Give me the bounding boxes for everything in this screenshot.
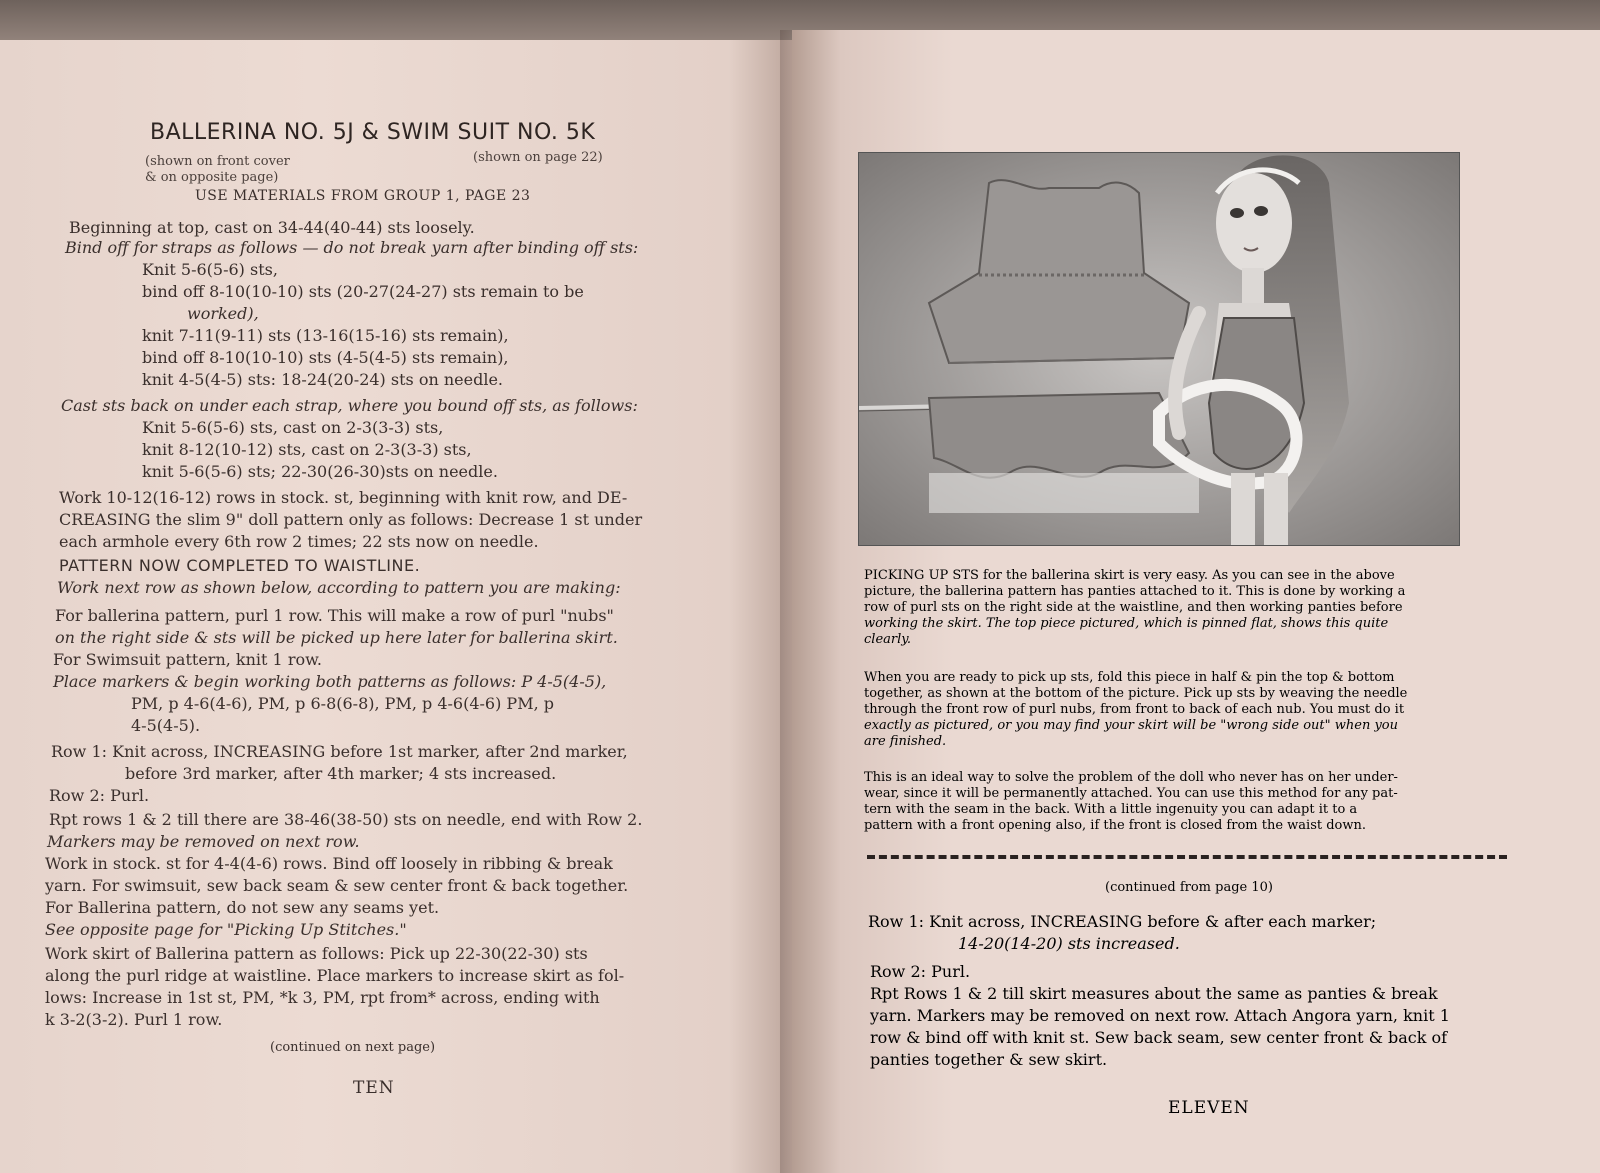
- instruction-line: Row 2: Purl.: [870, 962, 971, 981]
- caption-line: exactly as pictured, or you may find your skirt will be "wrong side out" when you: [864, 718, 1398, 733]
- continued-from-note: (continued from page 10): [1105, 880, 1273, 895]
- instruction-line: Knit 5-6(5-6) sts,: [142, 260, 278, 279]
- instruction-line: Work skirt of Ballerina pattern as follows: Pick up 22-30(22-30) sts: [45, 944, 588, 963]
- instruction-line: k 3-2(3-2). Purl 1 row.: [45, 1010, 223, 1029]
- instruction-line: For ballerina pattern, purl 1 row. This will make a row of purl "nubs": [55, 606, 614, 625]
- instruction-line: bind off 8-10(10-10) sts (4-5(4-5) sts remain),: [142, 348, 509, 367]
- instruction-line: bind off 8-10(10-10) sts (20-27(24-27) sts remain to be: [142, 282, 584, 301]
- caption-line: PICKING UP STS for the ballerina skirt is very easy. As you can see in the above: [864, 568, 1395, 583]
- instruction-line: Rpt rows 1 & 2 till there are 38-46(38-50) sts on needle, end with Row 2.: [49, 810, 643, 829]
- caption-line: When you are ready to pick up sts, fold this piece in half & pin the top & bottom: [864, 670, 1395, 685]
- caption-line: clearly.: [864, 632, 912, 647]
- instruction-line: Row 1: Knit across, INCREASING before & after each marker;: [868, 912, 1377, 931]
- instruction-line: Markers may be removed on next row.: [47, 832, 360, 851]
- caption-line: tern with the seam in the back. With a little ingenuity you can adapt it to a: [864, 802, 1358, 817]
- instruction-line: panties together & sew skirt.: [870, 1050, 1108, 1069]
- instruction-line: knit 8-12(10-12) sts, cast on 2-3(3-3) sts,: [142, 440, 472, 459]
- instruction-line: Row 1: Knit across, INCREASING before 1st marker, after 2nd marker,: [51, 742, 628, 761]
- caption-line: This is an ideal way to solve the problem of the doll who never has on her under-: [864, 770, 1398, 785]
- caption-line: wear, since it will be permanently attached. You can use this method for any pat-: [864, 786, 1398, 801]
- instruction-line: For Swimsuit pattern, knit 1 row.: [53, 650, 322, 669]
- instruction-line: knit 7-11(9-11) sts (13-16(15-16) sts remain),: [142, 326, 509, 345]
- dashed-divider: [867, 855, 1507, 859]
- materials-note: USE MATERIALS FROM GROUP 1, PAGE 23: [195, 188, 531, 204]
- photo-illustration: [859, 153, 1459, 545]
- pattern-title: BALLERINA NO. 5J & SWIM SUIT NO. 5K: [150, 120, 596, 145]
- caption-line: together, as shown at the bottom of the picture. Pick up sts by weaving the needle: [864, 686, 1408, 701]
- instruction-line: Work next row as shown below, according to pattern you are making:: [57, 578, 621, 597]
- caption-line: are finished.: [864, 734, 947, 749]
- instruction-line: See opposite page for "Picking Up Stitches.": [45, 920, 407, 939]
- instruction-line: knit 4-5(4-5) sts: 18-24(20-24) sts on needle.: [142, 370, 503, 389]
- instruction-line: each armhole every 6th row 2 times; 22 sts now on needle.: [59, 532, 539, 551]
- caption-line: working the skirt. The top piece pictured, which is pinned flat, shows this quite: [864, 616, 1389, 631]
- instruction-line: Row 2: Purl.: [49, 786, 150, 805]
- instruction-line: Place markers & begin working both patterns as follows: P 4-5(4-5),: [53, 672, 607, 691]
- instruction-line: 14-20(14-20) sts increased.: [958, 934, 1180, 953]
- caption-line: row of purl sts on the right side at the waistline, and then working panties before: [864, 600, 1403, 615]
- instruction-line: Beginning at top, cast on 34-44(40-44) sts loosely.: [69, 218, 475, 237]
- instruction-line: along the purl ridge at waistline. Place markers to increase skirt as fol-: [45, 966, 625, 985]
- instruction-line: Cast sts back on under each strap, where you bound off sts, as follows:: [61, 396, 638, 415]
- caption-line: pattern with a front opening also, if the front is closed from the waist down.: [864, 818, 1367, 833]
- instruction-line: before 3rd marker, after 4th marker; 4 sts increased.: [125, 764, 557, 783]
- instruction-line: on the right side & sts will be picked up here later for ballerina skirt.: [55, 628, 618, 647]
- instruction-line: CREASING the slim 9" doll pattern only as follows: Decrease 1 st under: [59, 510, 643, 529]
- caption-line: picture, the ballerina pattern has panties attached to it. This is done by working a: [864, 584, 1406, 599]
- page-ten: [0, 40, 792, 1173]
- instruction-line: Bind off for straps as follows — do not break yarn after binding off sts:: [65, 238, 639, 257]
- instruction-line: Rpt Rows 1 & 2 till skirt measures about the same as panties & break: [870, 984, 1438, 1003]
- instruction-line: 4-5(4-5).: [131, 716, 201, 735]
- instruction-line: knit 5-6(5-6) sts; 22-30(26-30)sts on needle.: [142, 462, 498, 481]
- instruction-line: For Ballerina pattern, do not sew any seams yet.: [45, 898, 440, 917]
- page-number: TEN: [353, 1078, 395, 1098]
- section-heading: PATTERN NOW COMPLETED TO WAISTLINE.: [59, 556, 421, 575]
- instruction-line: Knit 5-6(5-6) sts, cast on 2-3(3-3) sts,: [142, 418, 444, 437]
- instruction-line: row & bind off with knit st. Sew back seam, sew center front & back of: [870, 1028, 1448, 1047]
- doll-photograph: [858, 152, 1460, 546]
- continued-note: (continued on next page): [270, 1040, 436, 1055]
- instruction-line: PM, p 4-6(4-6), PM, p 6-8(6-8), PM, p 4-6(4-6) PM, p: [131, 694, 554, 713]
- page-number: ELEVEN: [1168, 1098, 1250, 1118]
- instruction-line: lows: Increase in 1st st, PM, *k 3, PM, rpt from* across, ending with: [45, 988, 600, 1007]
- instruction-line: Work in stock. st for 4-4(4-6) rows. Bind off loosely in ribbing & break: [45, 854, 613, 873]
- shown-page22-note: (shown on page 22): [473, 150, 603, 165]
- instruction-line: yarn. Markers may be removed on next row. Attach Angora yarn, knit 1: [870, 1006, 1450, 1025]
- instruction-line: worked),: [187, 304, 259, 323]
- shown-front-note: (shown on front cover: [145, 154, 290, 169]
- caption-line: through the front row of purl nubs, from front to back of each nub. You must do it: [864, 702, 1405, 717]
- instruction-line: Work 10-12(16-12) rows in stock. st, beginning with knit row, and DE-: [59, 488, 628, 507]
- instruction-line: yarn. For swimsuit, sew back seam & sew center front & back together.: [45, 876, 629, 895]
- shown-opposite-note: & on opposite page): [145, 170, 279, 185]
